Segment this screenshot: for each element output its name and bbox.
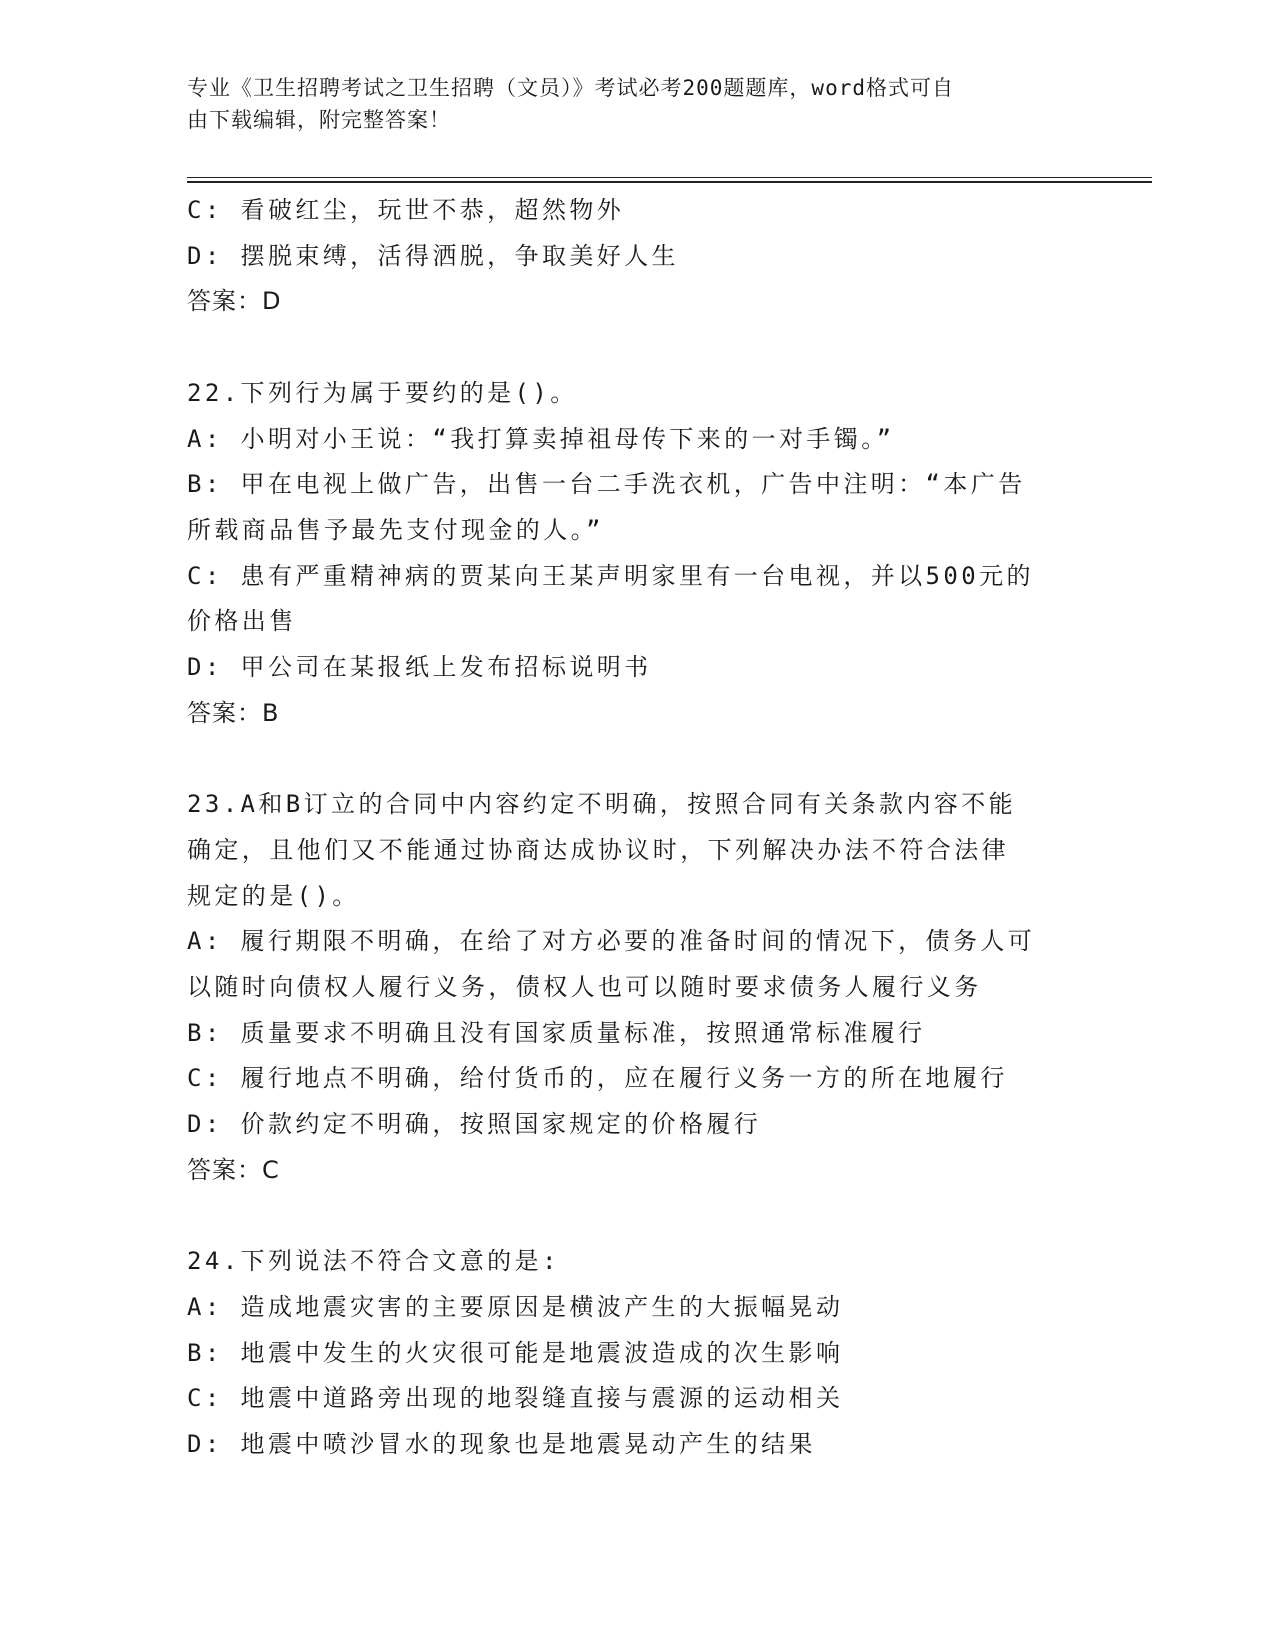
- q22-answer: 答案：B: [187, 698, 280, 727]
- prev-question: [187, 188, 1067, 325]
- q24-option-c: C: 地震中道路旁出现的地裂缝直接与震源的运动相关: [187, 1384, 844, 1413]
- spacer: [187, 1193, 1067, 1239]
- q23-option-c: C: 履行地点不明确，给付货币的，应在履行义务一方的所在地履行: [187, 1064, 1008, 1093]
- q23-stem-line-3: 规定的是()。: [187, 881, 360, 910]
- q22-option-d: D: 甲公司在某报纸上发布招标说明书: [187, 653, 652, 682]
- header-divider-thin: [187, 177, 1152, 178]
- q22-option-b-line-1: B: 甲在电视上做广告，出售一台二手洗衣机，广告中注明：“本广告: [187, 470, 1026, 499]
- q23-option-a-line-2: 以随时向债权人履行义务，债权人也可以随时要求债务人履行义务: [187, 972, 982, 1001]
- prev-answer: 答案：D: [187, 287, 282, 316]
- q22-option-a: A: 小明对小王说：“我打算卖掉祖母传下来的一对手镯。”: [187, 424, 895, 453]
- q23-option-b: B: 质量要求不明确且没有国家质量标准，按照通常标准履行: [187, 1018, 926, 1047]
- question-24: [187, 1239, 1067, 1468]
- header-line-1: 专业《卫生招聘考试之卫生招聘（文员）》考试必考200题题库，word格式可自: [187, 76, 954, 100]
- prev-option-d: D: 摆脱束缚，活得洒脱，争取美好人生: [187, 241, 679, 270]
- q24-stem: 24.下列说法不符合文意的是:: [187, 1247, 560, 1276]
- q23-stem-line-2: 确定，且他们又不能通过协商达成协议时，下列解决办法不符合法律: [187, 835, 1009, 864]
- q23-option-a-line-1: A: 履行期限不明确，在给了对方必要的准备时间的情况下，债务人可: [187, 927, 1036, 956]
- q22-option-b-line-2: 所载商品售予最先支付现金的人。”: [187, 515, 604, 544]
- spacer: [187, 736, 1067, 782]
- q22-option-c-line-2: 价格出售: [187, 607, 297, 636]
- prev-option-c: C: 看破红尘，玩世不恭，超然物外: [187, 196, 625, 224]
- header-divider-thick: [187, 181, 1152, 183]
- q24-option-a: A: 造成地震灾害的主要原因是横波产生的大振幅晃动: [187, 1292, 844, 1321]
- q23-stem-line-1: 23.A和B订立的合同中内容约定不明确，按照合同有关条款内容不能: [187, 790, 1017, 819]
- header-line-2: 由下载编辑，附完整答案！: [187, 108, 451, 132]
- question-content: [187, 188, 1067, 1468]
- question-22: [187, 371, 1067, 737]
- q22-option-c-line-1: C: 患有严重精神病的贾某向王某声明家里有一台电视，并以500元的: [187, 561, 1034, 590]
- spacer: [187, 325, 1067, 371]
- question-23: [187, 782, 1067, 1193]
- q24-option-d: D: 地震中喷沙冒水的现象也是地震晃动产生的结果: [187, 1429, 816, 1458]
- q22-stem: 22.下列行为属于要约的是()。: [187, 378, 578, 407]
- q23-answer: 答案：C: [187, 1155, 280, 1184]
- q23-option-d: D: 价款约定不明确，按照国家规定的价格履行: [187, 1110, 762, 1139]
- document-header: [187, 72, 1067, 136]
- q24-option-b: B: 地震中发生的火灾很可能是地震波造成的次生影响: [187, 1338, 844, 1367]
